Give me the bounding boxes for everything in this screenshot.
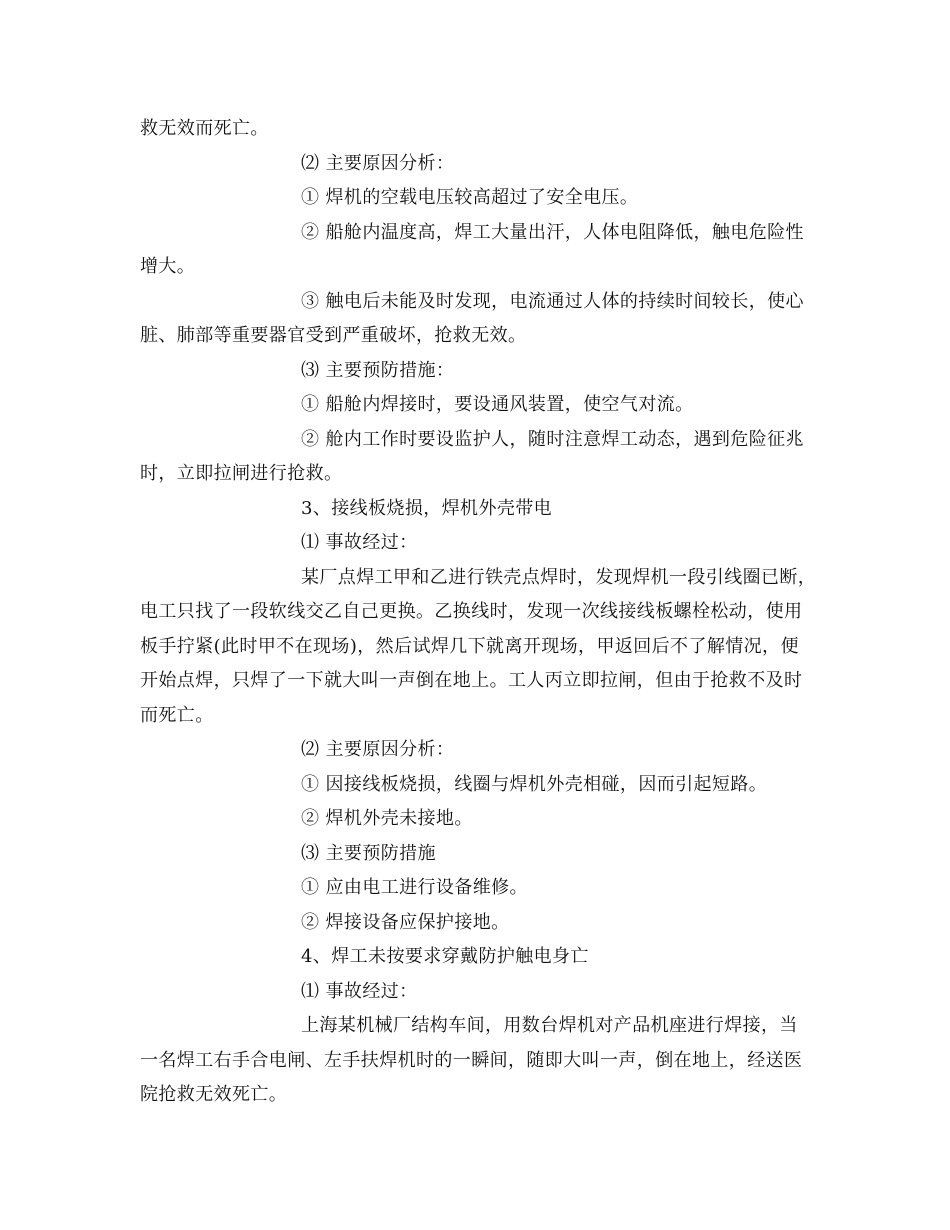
list-item: ② 焊机外壳未接地。: [301, 808, 473, 829]
section-heading: ⑵ 主要原因分析：: [301, 152, 455, 174]
section-heading: ⑴ 事故经过：: [301, 532, 418, 553]
text-line: 脏、肺部等重要器官受到严重破坏，抢救无效。: [140, 325, 527, 346]
document-page: [140, 112, 817, 1113]
list-item: ① 应由电工进行设备维修。: [301, 877, 528, 898]
paragraph-line: 板手拧紧(此时甲不在现场)，然后试焊几下就离开现场，甲返回后不了解情况，便: [140, 635, 799, 657]
section-heading: ⑶ 主要预防措施: [301, 842, 436, 864]
case-heading: 4、焊工未按要求穿戴防护触电身亡: [301, 946, 589, 967]
list-item: ② 舱内工作时要设监护人，随时注意焊工动态，遇到危险征兆: [301, 428, 804, 450]
case-heading: 3、接线板烧损，焊机外壳带电: [301, 497, 553, 519]
paragraph-line: 一名焊工右手合电闸、左手扶焊机时的一瞬间，随即大叫一声，倒在地上，经送医: [140, 1049, 803, 1071]
paragraph-line: 某厂点焊工甲和乙进行铁壳点焊时，发现焊机一段引线圈已断，: [301, 566, 817, 588]
paragraph-line: 开始点焊，只焊了一下就大叫一声倒在地上。工人丙立即拉闸，但由于抢救不及时: [140, 670, 803, 691]
text-line: 增大。: [140, 256, 196, 277]
text-line: 时，立即拉闸进行抢救。: [140, 463, 343, 484]
paragraph-line: 而死亡。: [140, 704, 214, 726]
paragraph-line: 电工只找了一段软线交乙自己更换。乙换线时，发现一次线接线板螺栓松动，使用: [140, 601, 803, 622]
text-line: 救无效而死亡。: [140, 118, 269, 139]
paragraph-line: 院抢救无效死亡。: [140, 1084, 288, 1105]
paragraph-line: 上海某机械厂结构车间，用数台焊机对产品机座进行焊接，当: [301, 1015, 798, 1036]
list-item: ② 焊接设备应保护接地。: [301, 911, 510, 933]
list-item: ① 因接线板烧损，线圈与焊机外壳相碰，因而引起短路。: [301, 773, 768, 795]
section-heading: ⑵ 主要原因分析：: [301, 739, 455, 760]
list-item: ① 船舱内焊接时，要设通风装置，使空气对流。: [301, 394, 694, 415]
list-item: ① 焊机的空载电压较高超过了安全电压。: [301, 187, 639, 208]
section-heading: ⑶ 主要预防措施：: [301, 359, 455, 381]
list-item: ② 船舱内温度高，焊工大量出汗，人体电阻降低，触电危险性: [301, 221, 804, 243]
section-heading: ⑴ 事故经过：: [301, 980, 418, 1002]
list-item: ③ 触电后未能及时发现，电流通过人体的持续时间较长，使心: [301, 290, 804, 312]
